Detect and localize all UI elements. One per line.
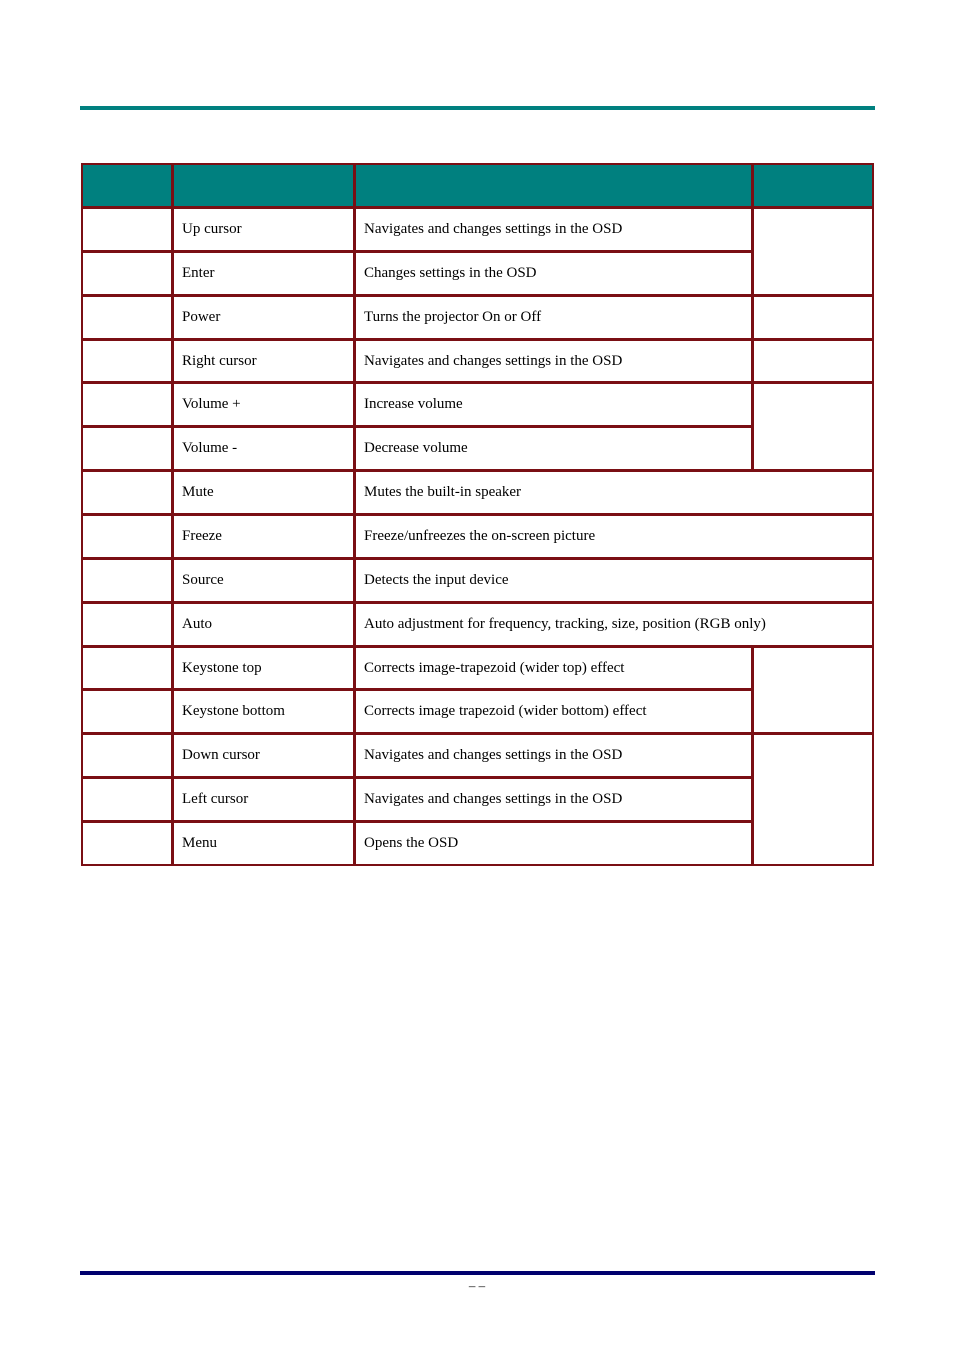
- description-cell: Turns the projector On or Off: [354, 295, 753, 340]
- page-number: – –: [468, 1278, 486, 1293]
- label-cell: Keystone top: [172, 646, 355, 691]
- header-cell-page: [752, 163, 874, 208]
- ref-cell: [81, 382, 173, 427]
- header-rule: [80, 106, 875, 110]
- ref-cell: [81, 821, 173, 866]
- label-cell: Menu: [172, 821, 355, 866]
- ref-cell: [81, 339, 173, 384]
- label-cell: Up cursor: [172, 207, 355, 252]
- label-cell: Enter: [172, 251, 355, 296]
- page-cell: [752, 207, 874, 296]
- ref-cell: [81, 646, 173, 691]
- description-cell: Changes settings in the OSD: [354, 251, 753, 296]
- label-cell: Power: [172, 295, 355, 340]
- description-cell: Mutes the built-in speaker: [354, 470, 874, 515]
- label-cell: Right cursor: [172, 339, 355, 384]
- description-cell: Corrects image-trapezoid (wider top) effect: [354, 646, 753, 691]
- ref-cell: [81, 777, 173, 822]
- description-cell: Navigates and changes settings in the OSD: [354, 339, 753, 384]
- description-cell: Decrease volume: [354, 426, 753, 471]
- label-cell: Mute: [172, 470, 355, 515]
- label-cell: Down cursor: [172, 733, 355, 778]
- page-cell: [752, 733, 874, 866]
- header-cell-ref: [81, 163, 173, 208]
- description-cell: Navigates and changes settings in the OSD: [354, 733, 753, 778]
- description-cell: Navigates and changes settings in the OSD: [354, 207, 753, 252]
- ref-cell: [81, 207, 173, 252]
- ref-cell: [81, 689, 173, 734]
- label-cell: Volume +: [172, 382, 355, 427]
- page-cell: [752, 382, 874, 471]
- label-cell: Left cursor: [172, 777, 355, 822]
- label-cell: Volume -: [172, 426, 355, 471]
- remote-buttons-table: [81, 163, 873, 865]
- page-cell: [752, 295, 874, 340]
- page-cell: [752, 646, 874, 735]
- ref-cell: [81, 295, 173, 340]
- label-cell: Keystone bottom: [172, 689, 355, 734]
- ref-cell: [81, 602, 173, 647]
- description-cell: Increase volume: [354, 382, 753, 427]
- description-cell: Opens the OSD: [354, 821, 753, 866]
- header-cell-label: [172, 163, 355, 208]
- description-cell: Auto adjustment for frequency, tracking, size, position (RGB only): [354, 602, 874, 647]
- description-cell: Detects the input device: [354, 558, 874, 603]
- description-cell: Navigates and changes settings in the OSD: [354, 777, 753, 822]
- label-cell: Freeze: [172, 514, 355, 559]
- label-cell: Source: [172, 558, 355, 603]
- label-cell: Auto: [172, 602, 355, 647]
- description-cell: Freeze/unfreezes the on-screen picture: [354, 514, 874, 559]
- ref-cell: [81, 470, 173, 515]
- ref-cell: [81, 558, 173, 603]
- header-cell-description: [354, 163, 753, 208]
- ref-cell: [81, 733, 173, 778]
- ref-cell: [81, 426, 173, 471]
- page-cell: [752, 339, 874, 384]
- footer-rule: [80, 1271, 875, 1275]
- ref-cell: [81, 251, 173, 296]
- description-cell: Corrects image trapezoid (wider bottom) effect: [354, 689, 753, 734]
- ref-cell: [81, 514, 173, 559]
